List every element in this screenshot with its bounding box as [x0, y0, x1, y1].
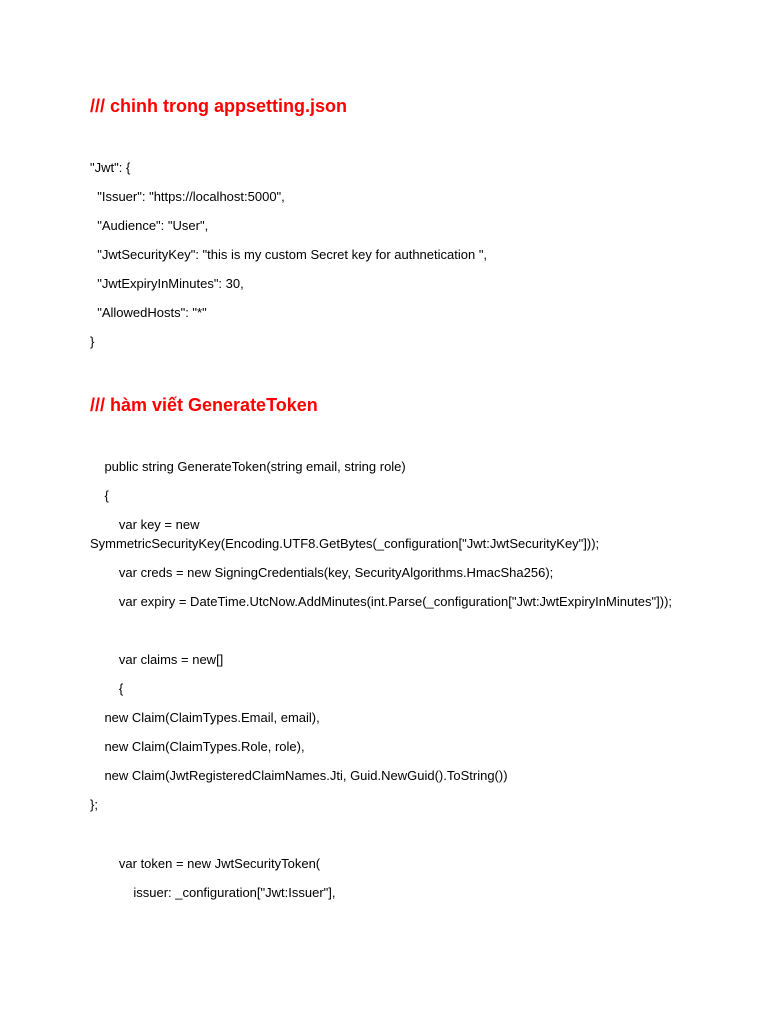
section-heading-appsetting: /// chinh trong appsetting.json [90, 96, 347, 116]
code-line: } [90, 334, 95, 349]
code-line: var creds = new SigningCredentials(key, SecurityAlgorithms.HmacSha256); [90, 565, 554, 580]
code-line: "Jwt": { [90, 160, 131, 175]
code-line: var claims = new[] [90, 652, 224, 667]
code-line: { [90, 681, 124, 696]
code-line: SymmetricSecurityKey(Encoding.UTF8.GetBytes(_configuration["Jwt:JwtSecurityKey"])); [90, 536, 600, 551]
code-line: new Claim(ClaimTypes.Role, role), [90, 739, 305, 754]
code-line: public string GenerateToken(string email, string role) [90, 459, 406, 474]
code-line: var expiry = DateTime.UtcNow.AddMinutes(int.Parse(_configuration["Jwt:JwtExpiryInMinutes"])); [90, 594, 673, 609]
code-line: "AllowedHosts": "*" [90, 305, 207, 320]
code-line: }; [90, 797, 98, 812]
code-line: "Issuer": "https://localhost:5000", [90, 189, 285, 204]
code-line: "JwtSecurityKey": "this is my custom Secret key for authnetication ", [90, 247, 488, 262]
code-line: new Claim(JwtRegisteredClaimNames.Jti, Guid.NewGuid().ToString()) [90, 768, 508, 783]
code-line: "Audience": "User", [90, 218, 209, 233]
section-heading-generatetoken: /// hàm viết GenerateToken [90, 395, 318, 415]
code-line: var key = new [90, 517, 200, 532]
code-line: var token = new JwtSecurityToken( [90, 856, 321, 871]
code-line: issuer: _configuration["Jwt:Issuer"], [90, 885, 336, 900]
code-line: "JwtExpiryInMinutes": 30, [90, 276, 244, 291]
code-line: { [90, 488, 109, 503]
code-line: new Claim(ClaimTypes.Email, email), [90, 710, 320, 725]
